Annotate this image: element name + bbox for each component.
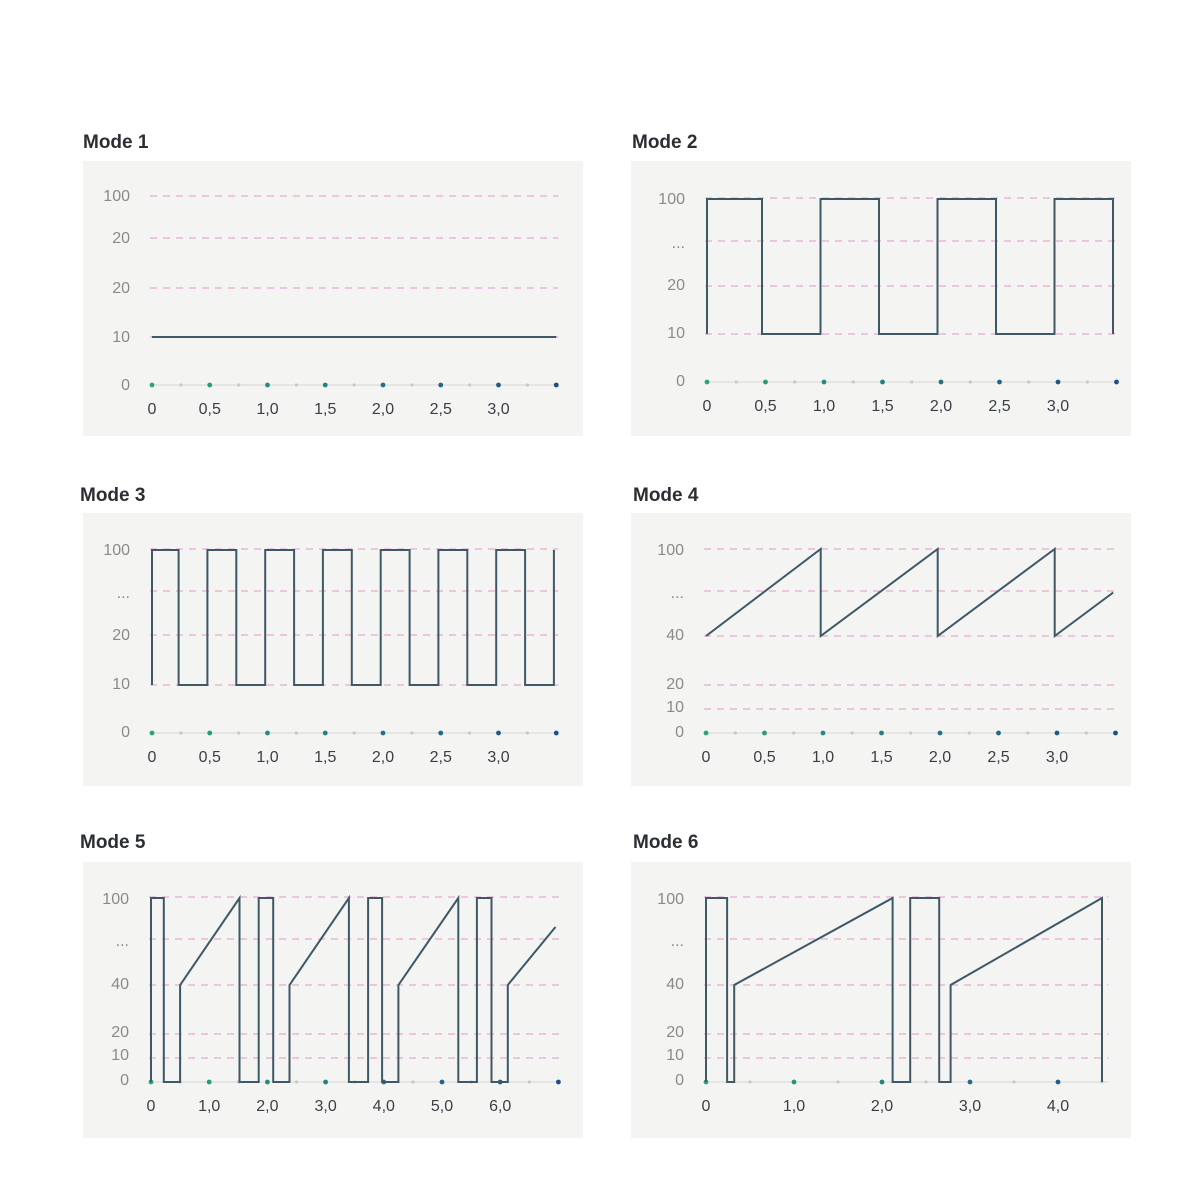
x-axis-minor-dot (748, 1080, 751, 1083)
x-axis-minor-dot (734, 731, 737, 734)
chart-title-mode-1: Mode 1 (83, 132, 149, 153)
x-tick-label: 1,0 (256, 401, 279, 418)
x-axis-minor-dot (924, 1080, 927, 1083)
x-axis-minor-dot (468, 731, 471, 734)
y-tick-label: 20 (667, 277, 685, 294)
y-tick-label: 10 (111, 1047, 129, 1064)
x-tick-label: 3,0 (487, 749, 510, 766)
x-tick-label: 0,5 (754, 398, 777, 415)
x-axis-dot (323, 1080, 328, 1085)
y-tick-label: ... (671, 235, 685, 252)
x-axis-minor-dot (792, 731, 795, 734)
x-axis-minor-dot (1085, 731, 1088, 734)
x-tick-label: 2,5 (429, 749, 452, 766)
x-axis-dot (939, 380, 944, 385)
x-axis-dot (762, 731, 767, 736)
x-axis-minor-dot (793, 380, 796, 383)
x-axis-minor-dot (1026, 731, 1029, 734)
x-axis-minor-dot (910, 380, 913, 383)
y-tick-label: 10 (666, 1047, 684, 1064)
x-axis-dot (879, 731, 884, 736)
x-axis-dot (880, 380, 885, 385)
chart-mode-1 (83, 161, 583, 436)
chart-mode-3 (83, 513, 583, 786)
x-axis-minor-dot (295, 1080, 298, 1083)
x-axis-minor-dot (295, 383, 298, 386)
x-axis-minor-dot (969, 380, 972, 383)
x-tick-label: 3,0 (487, 401, 510, 418)
x-axis-dot (763, 380, 768, 385)
chart-mode-2 (631, 161, 1131, 436)
x-axis-minor-dot (528, 1080, 531, 1083)
x-tick-label: 4,0 (372, 1098, 395, 1115)
x-tick-label: 2,0 (371, 401, 395, 418)
chart-title-mode-3: Mode 3 (80, 485, 146, 506)
x-axis-minor-dot (353, 383, 356, 386)
y-tick-label: 100 (657, 542, 684, 559)
y-tick-label: 10 (112, 676, 130, 693)
chart-mode-4 (631, 513, 1131, 786)
x-axis-minor-dot (851, 731, 854, 734)
x-tick-label: 0 (146, 1098, 156, 1115)
y-tick-label: 0 (676, 373, 685, 390)
x-tick-label: 1,0 (256, 749, 279, 766)
chart-mode-5 (83, 862, 583, 1138)
y-tick-label: 0 (675, 724, 684, 741)
y-tick-label: 40 (666, 976, 684, 993)
x-axis-dot (821, 731, 826, 736)
x-tick-label: 2,0 (929, 398, 953, 415)
x-tick-label: 3,0 (958, 1098, 982, 1115)
y-tick-label: 0 (121, 724, 130, 741)
x-axis-minor-dot (411, 1080, 414, 1083)
chart-title-mode-5: Mode 5 (80, 832, 146, 853)
x-axis-minor-dot (836, 1080, 839, 1083)
x-axis-dot (1056, 1080, 1061, 1085)
x-tick-label: 1,0 (811, 749, 835, 766)
x-axis-dot (705, 380, 710, 385)
x-tick-label: 1,0 (782, 1098, 806, 1115)
x-tick-label: 0 (147, 401, 157, 418)
x-axis-dot (880, 1080, 885, 1085)
y-tick-label: 100 (102, 891, 129, 908)
y-tick-label: 0 (120, 1072, 129, 1089)
x-axis-dot (207, 383, 212, 388)
y-tick-label: ... (670, 585, 684, 602)
y-tick-label: 100 (103, 542, 130, 559)
x-tick-label: 2,0 (870, 1098, 894, 1115)
x-axis-dot (1056, 380, 1061, 385)
x-axis-minor-dot (295, 731, 298, 734)
x-axis-dot (997, 380, 1002, 385)
x-tick-label: 1,0 (812, 398, 836, 415)
x-axis-dot (265, 1080, 270, 1085)
x-axis-dot (996, 731, 1001, 736)
x-axis-dot (1055, 731, 1060, 736)
x-tick-label: 2,5 (988, 398, 1011, 415)
x-axis-minor-dot (237, 731, 240, 734)
y-tick-label: 100 (103, 188, 130, 205)
panel-background (83, 513, 583, 786)
x-axis-dot (822, 380, 827, 385)
x-tick-label: 1,5 (314, 401, 337, 418)
x-axis-dot (265, 383, 270, 388)
x-axis-minor-dot (968, 731, 971, 734)
x-tick-label: 0,5 (198, 749, 221, 766)
y-tick-label: 0 (121, 377, 130, 394)
x-axis-minor-dot (179, 383, 182, 386)
x-tick-label: 2,0 (928, 749, 952, 766)
x-axis-dot (554, 731, 559, 736)
x-tick-label: 0,5 (753, 749, 776, 766)
panel-background (83, 161, 583, 436)
x-tick-label: 3,0 (1046, 398, 1070, 415)
x-tick-label: 1,5 (870, 749, 893, 766)
y-tick-label: 40 (111, 976, 129, 993)
x-tick-label: 2,5 (429, 401, 452, 418)
x-tick-label: 1,5 (314, 749, 337, 766)
x-axis-minor-dot (526, 731, 529, 734)
y-tick-label: 10 (666, 699, 684, 716)
x-axis-minor-dot (410, 731, 413, 734)
x-axis-dot (150, 383, 155, 388)
x-axis-minor-dot (909, 731, 912, 734)
x-axis-dot (265, 731, 270, 736)
y-tick-label: 20 (111, 1024, 129, 1041)
x-tick-label: 0 (701, 749, 711, 766)
x-axis-dot (381, 383, 386, 388)
x-tick-label: 0 (702, 398, 712, 415)
x-axis-dot (496, 731, 501, 736)
panel-background (631, 513, 1131, 786)
x-axis-dot (381, 731, 386, 736)
x-axis-dot (438, 731, 443, 736)
y-tick-label: 10 (667, 325, 685, 342)
y-tick-label: ... (670, 933, 684, 950)
x-axis-minor-dot (1027, 380, 1030, 383)
y-tick-label: 20 (666, 1024, 684, 1041)
x-axis-dot (556, 1080, 561, 1085)
x-tick-label: 0 (147, 749, 157, 766)
x-axis-minor-dot (410, 383, 413, 386)
x-axis-minor-dot (468, 383, 471, 386)
x-axis-dot (496, 383, 501, 388)
x-tick-label: 3,0 (1045, 749, 1069, 766)
y-tick-label: 10 (112, 329, 130, 346)
x-axis-minor-dot (526, 383, 529, 386)
x-axis-dot (704, 731, 709, 736)
chart-title-mode-2: Mode 2 (632, 132, 698, 153)
y-tick-label: ... (116, 585, 130, 602)
x-axis-minor-dot (735, 380, 738, 383)
x-axis-dot (440, 1080, 445, 1085)
x-axis-dot (792, 1080, 797, 1085)
y-tick-label: 20 (112, 230, 130, 247)
x-axis-dot (1114, 380, 1119, 385)
x-axis-dot (323, 731, 328, 736)
x-tick-label: 1,5 (871, 398, 894, 415)
chart-title-mode-6: Mode 6 (633, 832, 699, 853)
chart-mode-6 (631, 862, 1131, 1138)
y-tick-label: 100 (658, 191, 685, 208)
y-tick-label: 20 (112, 627, 130, 644)
x-axis-dot (938, 731, 943, 736)
x-axis-minor-dot (353, 731, 356, 734)
x-axis-minor-dot (237, 383, 240, 386)
x-tick-label: 2,0 (371, 749, 395, 766)
x-axis-dot (207, 1080, 212, 1085)
y-tick-label: 20 (666, 676, 684, 693)
y-tick-label: 0 (675, 1072, 684, 1089)
x-tick-label: 5,0 (430, 1098, 454, 1115)
x-axis-dot (1113, 731, 1118, 736)
x-axis-dot (438, 383, 443, 388)
x-axis-minor-dot (179, 731, 182, 734)
x-tick-label: 2,0 (256, 1098, 279, 1115)
y-tick-label: ... (115, 933, 129, 950)
x-axis-minor-dot (1012, 1080, 1015, 1083)
x-axis-dot (207, 731, 212, 736)
x-tick-label: 4,0 (1046, 1098, 1070, 1115)
x-axis-minor-dot (852, 380, 855, 383)
x-tick-label: 2,5 (987, 749, 1010, 766)
x-axis-minor-dot (1086, 380, 1089, 383)
x-tick-label: 6,0 (489, 1098, 512, 1115)
y-tick-label: 20 (112, 280, 130, 297)
x-tick-label: 0 (701, 1098, 711, 1115)
x-tick-label: 0,5 (198, 401, 221, 418)
x-tick-label: 1,0 (198, 1098, 221, 1115)
x-tick-label: 3,0 (314, 1098, 337, 1115)
x-axis-dot (150, 731, 155, 736)
y-tick-label: 40 (666, 627, 684, 644)
y-tick-label: 100 (657, 891, 684, 908)
x-axis-dot (968, 1080, 973, 1085)
chart-title-mode-4: Mode 4 (633, 485, 699, 506)
x-axis-dot (554, 383, 559, 388)
x-axis-dot (323, 383, 328, 388)
